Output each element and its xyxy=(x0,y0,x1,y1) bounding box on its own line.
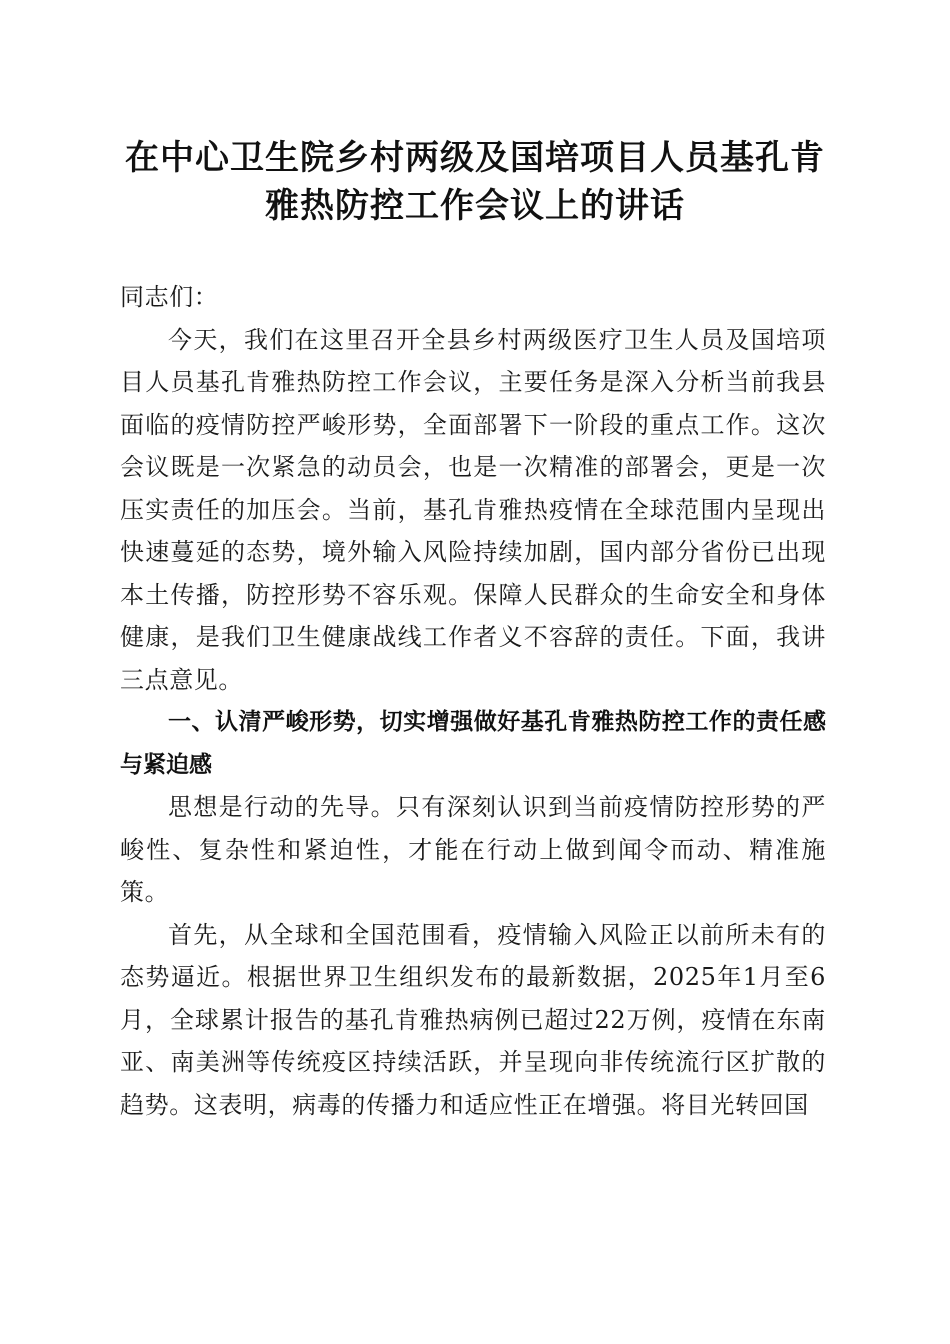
salutation: 同志们： xyxy=(120,283,219,311)
document-body xyxy=(120,276,826,1126)
section-1-paragraph-1: 思想是行动的先导。只有深刻认识到当前疫情防控形势的严峻性、复杂性和紧迫性，才能在行动上做到闻令而动、精准施策。 xyxy=(120,793,826,906)
document-title: 在中心卫生院乡村两级及国培项目人员基孔肯雅热防控工作会议上的讲话 xyxy=(125,138,825,226)
section-1-paragraph-2: 首先，从全球和全国范围看，疫情输入风险正以前所未有的态势逼近。根据世界卫生组织发布的最新数据，2025年1月至6月，全球累计报告的基孔肯雅热病例已超过22万例，疫情在东南亚、南美洲等传统疫区持续活跃，并呈现向非传统流行区扩散的趋势。这表明，病毒的传播力和适应性正在增强。将目光转回国 xyxy=(120,920,826,1119)
intro-paragraph: 今天，我们在这里召开全县乡村两级医疗卫生人员及国培项目人员基孔肯雅热防控工作会议，主要任务是深入分析当前我县面临的疫情防控严峻形势，全面部署下一阶段的重点工作。这次会议既是一次紧急的动员会，也是一次精准的部署会，更是一次压实责任的加压会。当前，基孔肯雅热疫情在全球范围内呈现出快速蔓延的态势，境外输入风险持续加剧，国内部分省份已出现本土传播，防控形势不容乐观。保障人民群众的生命安全和身体健康，是我们卫生健康战线工作者义不容辞的责任。下面，我讲三点意见。 xyxy=(120,325,826,694)
section-heading-1: 一、认清严峻形势，切实增强做好基孔肯雅热防控工作的责任感与紧迫感 xyxy=(120,709,826,778)
